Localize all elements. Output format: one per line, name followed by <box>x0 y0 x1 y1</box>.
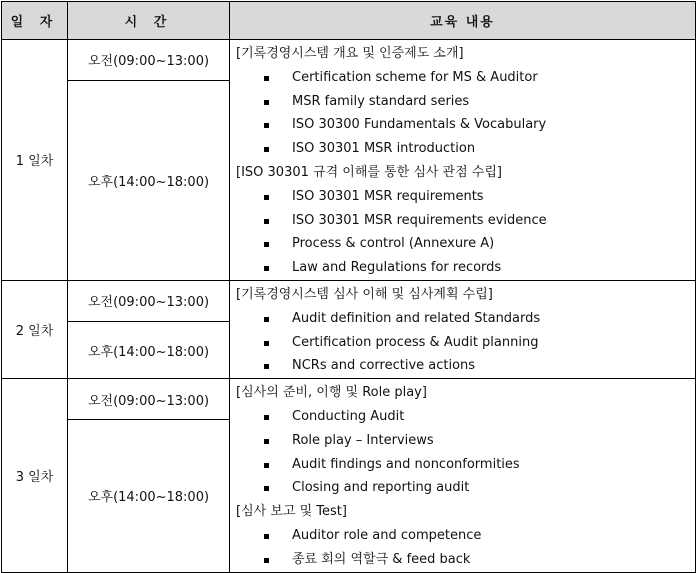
bullet-icon <box>264 266 269 271</box>
list-item-text: 종료 회의 역할극 & feed back <box>292 551 471 567</box>
list-item-text: Conducting Audit <box>292 408 405 424</box>
bullet-icon <box>264 463 269 468</box>
list-item-text: ISO 30300 Fundamentals & Vocabulary <box>292 117 547 133</box>
section-title: [심사의 준비, 이행 및 Role play] <box>236 385 427 401</box>
list-item-text: Role play – Interviews <box>292 432 434 448</box>
day1-am-row <box>2 40 696 81</box>
bullet-icon <box>264 219 269 224</box>
bullet-icon <box>264 558 269 563</box>
day2-am-row <box>2 280 696 321</box>
day1-label: 1 일차 <box>2 40 68 281</box>
list-item-text: NCRs and corrective actions <box>292 358 476 374</box>
bullet-icon <box>264 364 269 369</box>
list-item <box>230 209 695 233</box>
day1-pm-time: 오후(14:00~18:00) <box>68 80 230 280</box>
list-item <box>230 232 695 256</box>
bullet-icon <box>264 486 269 491</box>
list-item <box>230 476 695 500</box>
section-title: [ISO 30301 규격 이해를 통한 심사 관점 수립] <box>236 164 502 180</box>
header-day: 일 자 <box>2 2 68 40</box>
header-content: 교육 내용 <box>230 2 696 40</box>
day1-content <box>230 40 696 281</box>
bullet-icon <box>264 147 269 152</box>
section-title: [심사 보고 및 Test] <box>236 504 347 520</box>
list-item-text: ISO 30301 MSR introduction <box>292 141 476 157</box>
list-item <box>230 307 695 331</box>
bullet-icon <box>264 242 269 247</box>
section-title: [기록경영시스템 개요 및 인증제도 소개] <box>236 46 464 61</box>
bullet-icon <box>264 341 269 346</box>
bullet-icon <box>264 415 269 420</box>
list-item <box>230 66 695 90</box>
day3-pm-time: 오후(14:00~18:00) <box>68 419 230 572</box>
list-item <box>230 113 695 137</box>
day2-content <box>230 280 696 378</box>
list-item <box>230 429 695 453</box>
bullet-icon <box>264 100 269 105</box>
list-item-text: Law and Regulations for records <box>292 260 502 276</box>
list-item-text: Audit findings and nonconformities <box>292 456 520 472</box>
day3-am-time: 오전(09:00~13:00) <box>68 379 230 420</box>
bullet-icon <box>264 123 269 128</box>
day2-pm-time: 오후(14:00~18:00) <box>68 321 230 378</box>
day2-am-time: 오전(09:00~13:00) <box>68 280 230 321</box>
list-item-text: MSR family standard series <box>292 93 470 109</box>
list-item <box>230 256 695 280</box>
list-item-text: Closing and reporting audit <box>292 480 470 496</box>
bullet-icon <box>264 534 269 539</box>
bullet-icon <box>264 76 269 81</box>
list-item-text: Audit definition and related Standards <box>292 310 541 326</box>
header-time: 시 간 <box>68 2 230 40</box>
list-item-text: ISO 30301 MSR requirements <box>292 188 484 204</box>
list-item-text: Certification process & Audit planning <box>292 334 539 350</box>
bullet-icon <box>264 317 269 322</box>
list-item <box>230 453 695 477</box>
list-item-text: Auditor role and competence <box>292 527 482 543</box>
list-item <box>230 331 695 355</box>
day2-label: 2 일차 <box>2 280 68 378</box>
list-item <box>230 524 695 548</box>
day1-am-time: 오전(09:00~13:00) <box>68 40 230 81</box>
list-item <box>230 90 695 114</box>
list-item-text: ISO 30301 MSR requirements evidence <box>292 212 547 228</box>
bullet-icon <box>264 439 269 444</box>
header-row <box>2 2 696 40</box>
list-item-text: Process & control (Annexure A) <box>292 236 495 252</box>
list-item <box>230 354 695 378</box>
day3-content <box>230 379 696 572</box>
list-item-text: Certification scheme for MS & Auditor <box>292 69 538 85</box>
list-item <box>230 137 695 161</box>
schedule-table <box>1 1 696 573</box>
list-item <box>230 185 695 209</box>
list-item <box>230 405 695 429</box>
bullet-icon <box>264 195 269 200</box>
section-title: [기록경영시스템 심사 이해 및 심사계획 수립] <box>236 286 493 302</box>
day3-am-row <box>2 379 696 420</box>
day3-label: 3 일차 <box>2 379 68 572</box>
